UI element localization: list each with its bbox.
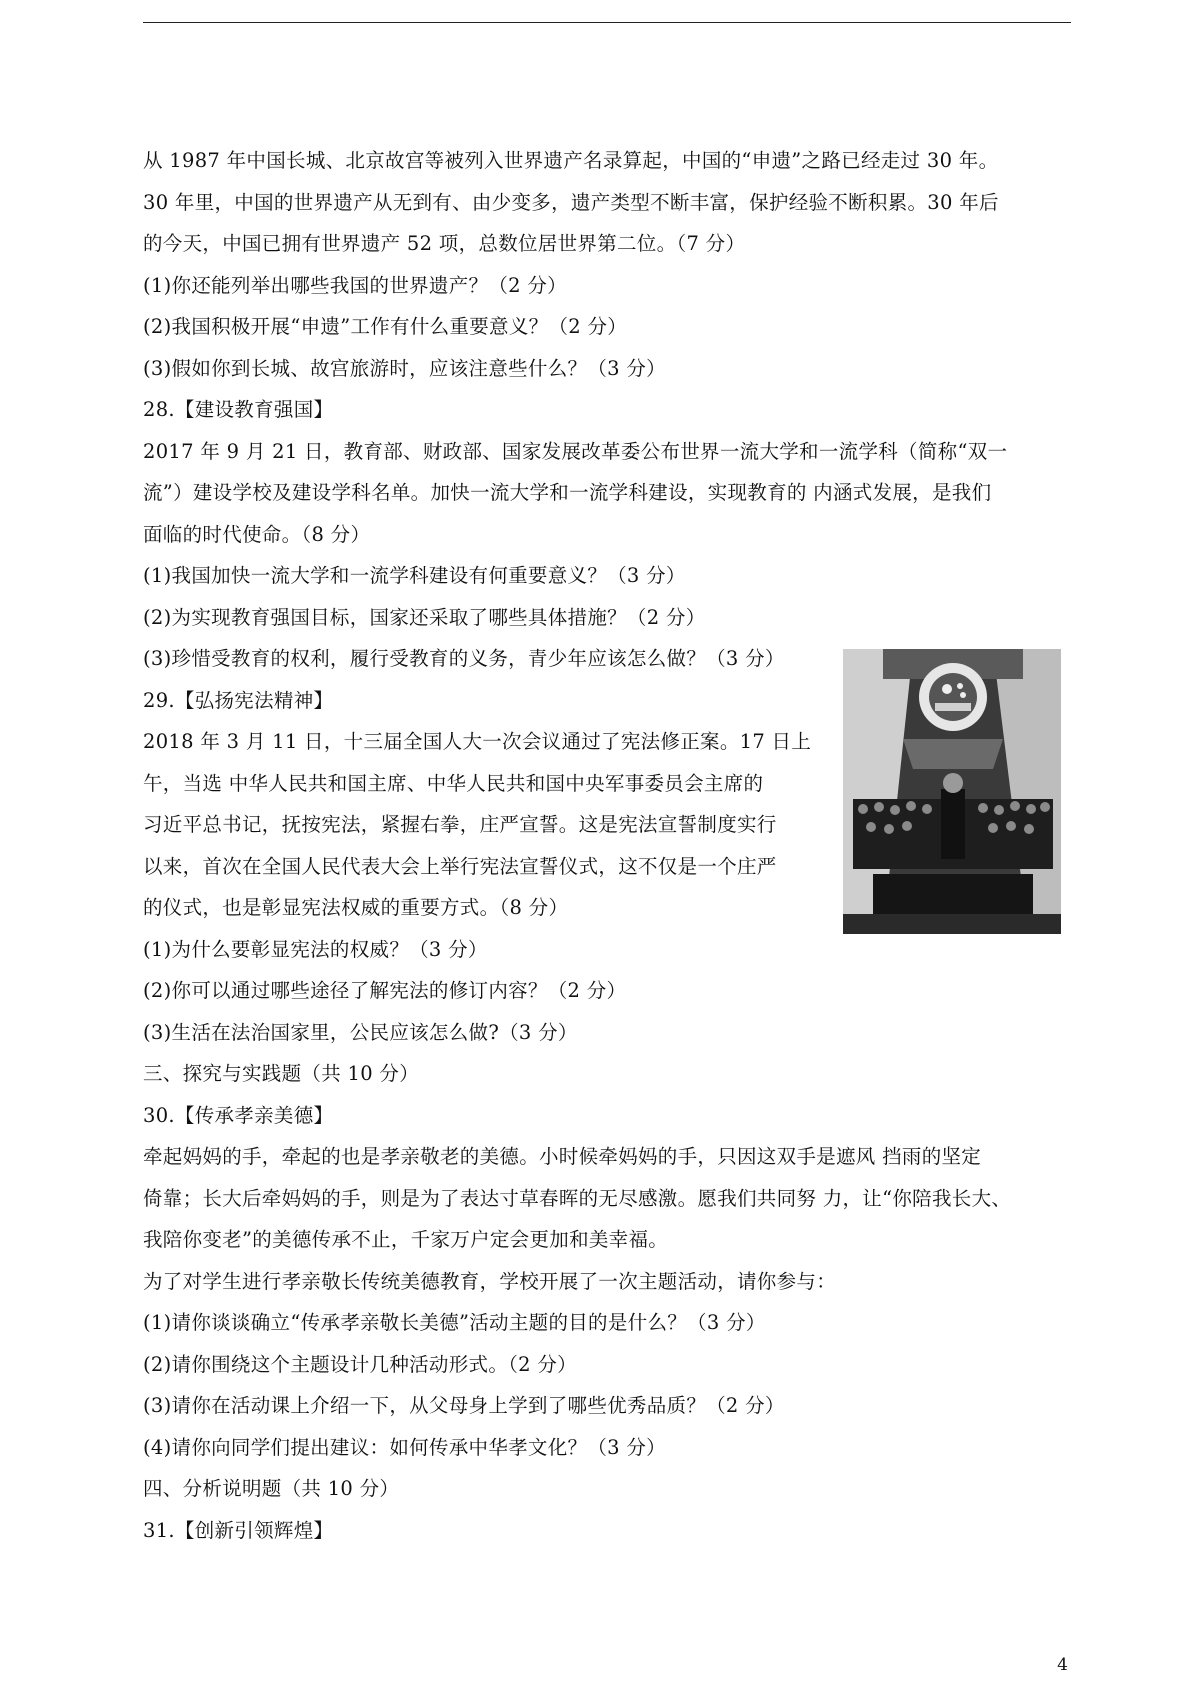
text-line: 的今天，中国已拥有世界遗产 52 项，总数位居世界第二位。（7 分）	[143, 232, 746, 255]
question-line: (1)你还能列举出哪些我国的世界遗产？（2 分）	[143, 273, 567, 297]
page-number: 4	[1057, 1655, 1068, 1675]
question-line: (1)为什么要彰显宪法的权威？（3 分）	[143, 937, 488, 961]
question-line: (3)假如你到长城、故宫旅游时，应该注意些什么？（3 分）	[143, 356, 666, 380]
question-line: (1)请你谈谈确立“传承孝亲敬长美德”活动主题的目的是什么？（3 分）	[143, 1311, 766, 1334]
question-line: (2)你可以通过哪些途径了解宪法的修订内容？（2 分）	[143, 979, 627, 1002]
question-title: 28.【建设教育强国】	[143, 398, 334, 421]
question-title: 31.【创新引领辉煌】	[143, 1518, 334, 1542]
text-line: 牵起妈妈的手，牵起的也是孝亲敬老的美德。小时候牵妈妈的手，只因这双手是遮风 挡雨的坚定	[143, 1145, 982, 1168]
header-rule	[143, 22, 1071, 23]
question-line: (3)请你在活动课上介绍一下，从父母身上学到了哪些优秀品质？（2 分）	[143, 1394, 785, 1417]
text-line: 我陪你变老”的美德传承不止，千家万户定会更加和美幸福。	[143, 1228, 669, 1251]
question-line: (4)请你向同学们提出建议：如何传承中华孝文化？（3 分）	[143, 1435, 666, 1459]
text-line: 为了对学生进行孝亲敬长传统美德教育，学校开展了一次主题活动，请你参与：	[143, 1269, 837, 1293]
text-line: 2018 年 3 月 11 日，十三届全国人大一次会议通过了宪法修正案。17 日上	[143, 730, 812, 753]
question-line: (3)珍惜受教育的权利，履行受教育的义务，青少年应该怎么做？（3 分）	[143, 647, 785, 670]
text-line: 的仪式，也是彰显宪法权威的重要方式。（8 分）	[143, 896, 569, 919]
oath-ceremony-photo	[843, 649, 1061, 934]
question-title: 29.【弘扬宪法精神】	[143, 688, 334, 712]
question-line: (1)我国加快一流大学和一流学科建设有何重要意义？（3 分）	[143, 564, 686, 587]
text-line: 午，当选 中华人民共和国主席、中华人民共和国中央军事委员会主席的	[143, 771, 764, 795]
text-line: 面临的时代使命。（8 分）	[143, 522, 371, 546]
text-line: 从 1987 年中国长城、北京故宫等被列入世界遗产名录算起，中国的“申遗”之路已经走过 30 年。	[143, 149, 999, 172]
question-line: (3)生活在法治国家里，公民应该怎么做?（3 分）	[143, 1020, 578, 1044]
question-line: (2)我国积极开展“申遗”工作有什么重要意义？（2 分）	[143, 315, 628, 338]
question-line: (2)请你围绕这个主题设计几种活动形式。（2 分）	[143, 1352, 577, 1376]
oath-ceremony-illustration	[843, 649, 1061, 934]
question-title: 30.【传承孝亲美德】	[143, 1103, 334, 1127]
text-line: 流”）建设学校及建设学科名单。加快一流大学和一流学科建设，实现教育的 内涵式发展，是我们	[143, 481, 992, 504]
question-line: (2)为实现教育强国目标，国家还采取了哪些具体措施？（2 分）	[143, 605, 706, 629]
text-line: 习近平总书记，抚按宪法，紧握右拳，庄严宣誓。这是宪法宣誓制度实行	[143, 813, 777, 836]
text-line: 2017 年 9 月 21 日，教育部、财政部、国家发展改革委公布世界一流大学和一流学科（简称“双一	[143, 439, 1008, 463]
section-title: 三、探究与实践题（共 10 分）	[143, 1062, 420, 1085]
text-line: 30 年里，中国的世界遗产从无到有、由少变多，遗产类型不断丰富，保护经验不断积累。30 年后	[143, 190, 999, 214]
section-title: 四、分析说明题（共 10 分）	[143, 1477, 400, 1500]
text-line: 以来，首次在全国人民代表大会上举行宪法宣誓仪式，这不仅是一个庄严	[143, 854, 777, 878]
text-line: 倚靠；长大后牵妈妈的手，则是为了表达寸草春晖的无尽感激。愿我们共同努 力，让“你陪我长大、	[143, 1186, 1012, 1210]
